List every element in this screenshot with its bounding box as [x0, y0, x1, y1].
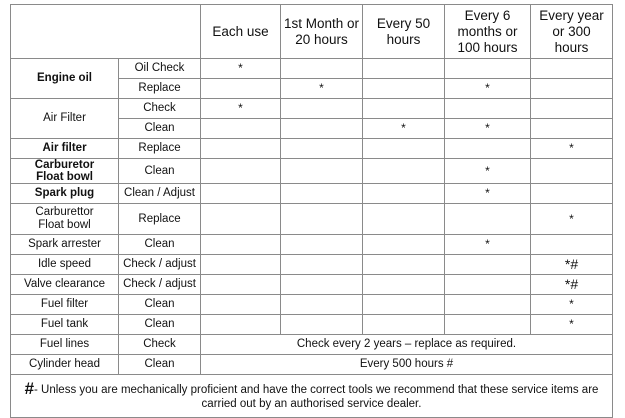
empty-cell: [363, 295, 445, 315]
table-row: [11, 235, 613, 255]
mark-cell: *: [281, 79, 363, 99]
note-cylinder-head: Every 500 hours #: [201, 355, 613, 375]
empty-cell: [531, 184, 613, 204]
action-clean: Clean: [119, 159, 201, 184]
mark-cell: *: [445, 79, 531, 99]
empty-cell: [281, 204, 363, 235]
item-carburetor-float-bowl: Carburetor Float bowl: [11, 159, 119, 184]
item-cylinder-head: Cylinder head: [11, 355, 119, 375]
empty-cell: [445, 315, 531, 335]
empty-cell: [531, 99, 613, 119]
empty-cell: [281, 184, 363, 204]
empty-cell: [363, 275, 445, 295]
empty-cell: [201, 275, 281, 295]
empty-cell: [201, 159, 281, 184]
mark-cell: *: [445, 235, 531, 255]
empty-cell: [531, 79, 613, 99]
empty-cell: [281, 59, 363, 79]
empty-cell: [201, 79, 281, 99]
empty-cell: [363, 204, 445, 235]
table-row: [11, 204, 613, 235]
mark-cell: *: [445, 159, 531, 184]
empty-cell: [531, 59, 613, 79]
table-row: [11, 184, 613, 204]
empty-cell: [445, 295, 531, 315]
action-check-adjust: Check / adjust: [119, 275, 201, 295]
item-engine-oil: Engine oil: [11, 59, 119, 99]
empty-cell: [363, 315, 445, 335]
empty-cell: [281, 255, 363, 275]
header-every-year: Every year or 300 hours: [531, 5, 613, 59]
empty-cell: [201, 255, 281, 275]
empty-cell: [281, 315, 363, 335]
action-clean: Clean: [119, 119, 201, 139]
mark-cell: *: [531, 315, 613, 335]
header-first-month: 1st Month or 20 hours: [281, 5, 363, 59]
empty-cell: [201, 295, 281, 315]
note-fuel-lines: Check every 2 years – replace as required.: [201, 335, 613, 355]
header-every-50-hours: Every 50 hours: [363, 5, 445, 59]
item-air-filter: Air Filter: [11, 99, 119, 139]
mark-cell: *: [201, 59, 281, 79]
empty-cell: [281, 235, 363, 255]
empty-cell: [363, 235, 445, 255]
empty-cell: [201, 139, 281, 159]
footnote-row: [11, 375, 613, 418]
item-fuel-filter: Fuel filter: [11, 295, 119, 315]
empty-cell: [445, 255, 531, 275]
item-spark-arrester: Spark arrester: [11, 235, 119, 255]
table-row: [11, 139, 613, 159]
empty-cell: [201, 204, 281, 235]
empty-cell: [363, 255, 445, 275]
action-clean: Clean: [119, 315, 201, 335]
footnote-symbol: #: [24, 378, 35, 398]
table-row: [11, 99, 613, 119]
table-row: [11, 355, 613, 375]
table-row: [11, 315, 613, 335]
item-valve-clearance: Valve clearance: [11, 275, 119, 295]
table-row: [11, 335, 613, 355]
empty-cell: [445, 59, 531, 79]
item-spark-plug: Spark plug: [11, 184, 119, 204]
mark-cell: *: [531, 204, 613, 235]
action-clean-adjust: Clean / Adjust: [119, 184, 201, 204]
empty-cell: [445, 139, 531, 159]
action-replace: Replace: [119, 139, 201, 159]
header-every-6-months: Every 6 months or 100 hours: [445, 5, 531, 59]
action-clean: Clean: [119, 235, 201, 255]
item-fuel-tank: Fuel tank: [11, 315, 119, 335]
empty-cell: [281, 295, 363, 315]
table-row: [11, 59, 613, 79]
empty-cell: [363, 99, 445, 119]
table-row: [11, 295, 613, 315]
table-row: [11, 255, 613, 275]
mark-cell: *#: [531, 255, 613, 275]
header-each-use: Each use: [201, 5, 281, 59]
action-replace: Replace: [119, 79, 201, 99]
action-oil-check: Oil Check: [119, 59, 201, 79]
mark-cell: *: [531, 295, 613, 315]
item-fuel-lines: Fuel lines: [11, 335, 119, 355]
empty-cell: [363, 59, 445, 79]
table-row: [11, 275, 613, 295]
table-row: [11, 159, 613, 184]
empty-cell: [201, 235, 281, 255]
empty-cell: [363, 184, 445, 204]
empty-cell: [281, 139, 363, 159]
empty-cell: [531, 119, 613, 139]
empty-cell: [531, 235, 613, 255]
header-blank: [11, 5, 201, 59]
empty-cell: [201, 119, 281, 139]
empty-cell: [445, 275, 531, 295]
empty-cell: [363, 139, 445, 159]
empty-cell: [363, 159, 445, 184]
action-check: Check: [119, 99, 201, 119]
empty-cell: [281, 119, 363, 139]
action-clean: Clean: [119, 295, 201, 315]
maintenance-table: [10, 4, 613, 418]
footnote: [11, 375, 613, 418]
footnote-line-2: carried out by an authorised service dealer.: [201, 397, 422, 410]
mark-cell: *: [201, 99, 281, 119]
empty-cell: [281, 99, 363, 119]
empty-cell: [201, 184, 281, 204]
header-row: [11, 5, 613, 59]
item-carburettor-float-bowl: Carburettor Float bowl: [11, 204, 119, 235]
footnote-line-1: - Unless you are mechanically proficient and have the correct tools we recommend that these service items are: [34, 383, 599, 396]
empty-cell: [445, 204, 531, 235]
item-idle-speed: Idle speed: [11, 255, 119, 275]
empty-cell: [445, 99, 531, 119]
maintenance-schedule: [10, 4, 613, 418]
action-check-adjust: Check / adjust: [119, 255, 201, 275]
empty-cell: [281, 275, 363, 295]
mark-cell: *: [445, 119, 531, 139]
item-air-filter-replace: Air filter: [11, 139, 119, 159]
empty-cell: [531, 159, 613, 184]
action-check: Check: [119, 335, 201, 355]
mark-cell: *#: [531, 275, 613, 295]
empty-cell: [363, 79, 445, 99]
action-clean: Clean: [119, 355, 201, 375]
action-replace: Replace: [119, 204, 201, 235]
empty-cell: [281, 159, 363, 184]
mark-cell: *: [363, 119, 445, 139]
empty-cell: [201, 315, 281, 335]
mark-cell: *: [445, 184, 531, 204]
mark-cell: *: [531, 139, 613, 159]
